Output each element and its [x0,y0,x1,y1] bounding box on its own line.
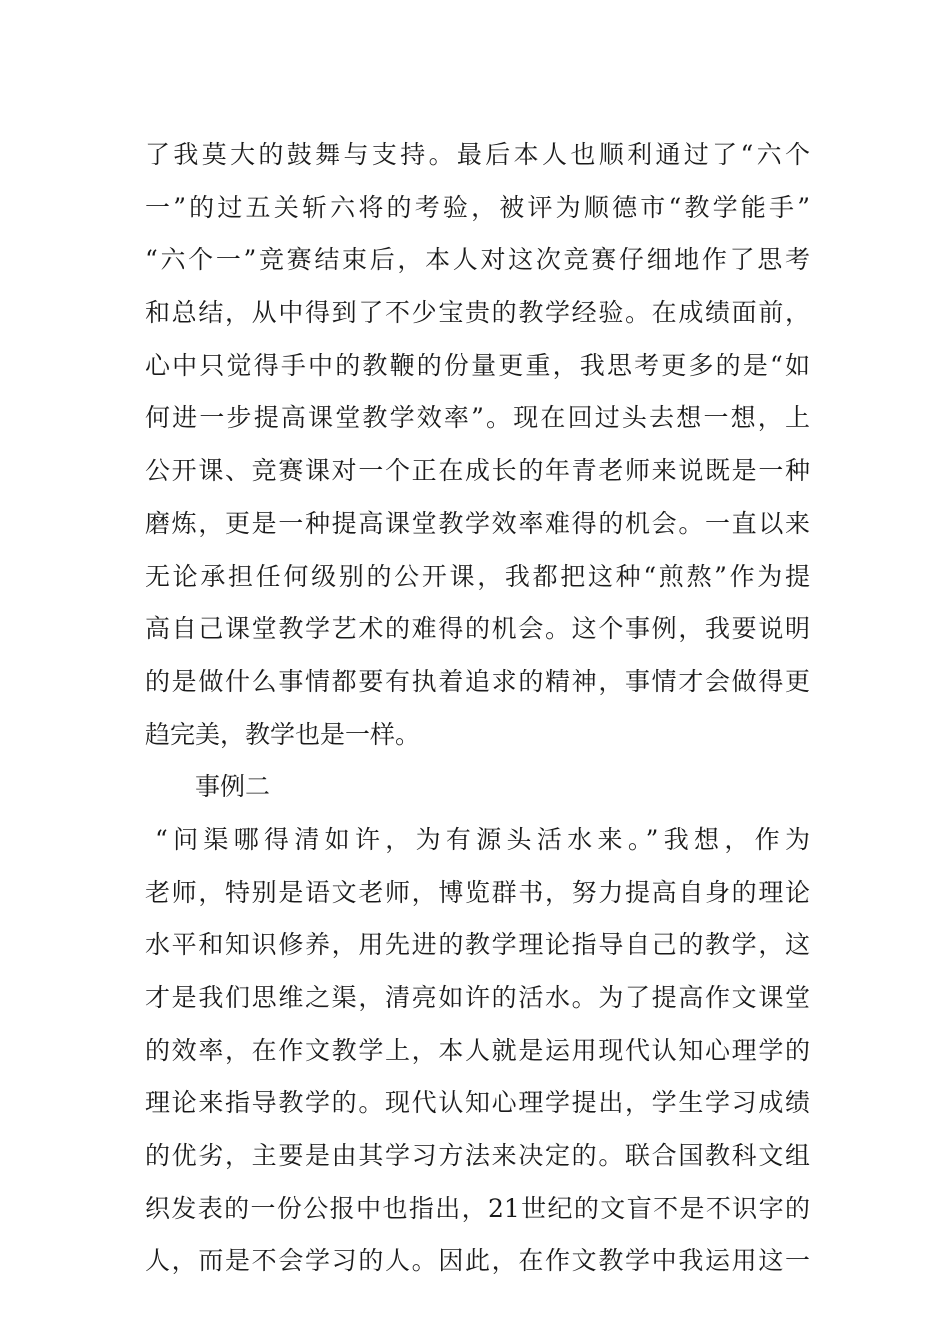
text-line-22: 人，而是不会学习的人。因此，在作文教学中我运用这一 [145,1246,810,1276]
text-line-2: 一”的过五关斩六将的考验，被评为顺德市“教学能手” [145,192,810,222]
text-line-4: 和总结，从中得到了不少宝贵的教学经验。在成绩面前， [145,298,810,328]
text-line-11: 的是做什么事情都要有执着追求的精神，事情才会做得更 [145,666,810,696]
text-line-10: 高自己课堂教学艺术的难得的机会。这个事例，我要说明 [145,614,810,644]
text-line-6: 何进一步提高课堂教学效率”。现在回过头去想一想，上 [145,403,810,433]
body-text [145,129,810,1288]
text-line-16: 水平和知识修养，用先进的教学理论指导自己的教学，这 [145,930,810,960]
text-line-3: “六个一”竞赛结束后，本人对这次竞赛仔细地作了思考 [145,245,810,275]
text-line-5: 心中只觉得手中的教鞭的份量更重，我思考更多的是“如 [145,350,810,380]
text-line-14: “问渠哪得清如许，为有源头活水来。”我想，作为 [155,824,810,854]
text-line-20: 的优劣，主要是由其学习方法来决定的。联合国教科文组 [145,1141,810,1171]
text-line-15: 老师，特别是语文老师，博览群书，努力提高自身的理论 [145,877,810,907]
text-line-1: 了我莫大的鼓舞与支持。最后本人也顺利通过了“六个 [145,140,810,169]
text-line-17: 才是我们思维之渠，清亮如许的活水。为了提高作文课堂 [145,983,810,1012]
text-line-9: 无论承担任何级别的公开课，我都把这种“煎熬”作为提 [145,561,810,591]
text-line-7: 公开课、竞赛课对一个正在成长的年青老师来说既是一种 [145,456,810,486]
section-heading: 事例二 [195,772,271,802]
text-line-12: 趋完美，教学也是一样。 [145,719,421,749]
text-line-19: 理论来指导教学的。现代认知心理学提出，学生学习成绩 [145,1088,810,1118]
text-line-8: 磨炼，更是一种提高课堂教学效率难得的机会。一直以来 [145,508,810,538]
text-line-21: 织发表的一份公报中也指出，21世纪的文盲不是不识字的 [145,1193,810,1223]
text-line-18: 的效率，在作文教学上，本人就是运用现代认知心理学的 [145,1035,810,1065]
